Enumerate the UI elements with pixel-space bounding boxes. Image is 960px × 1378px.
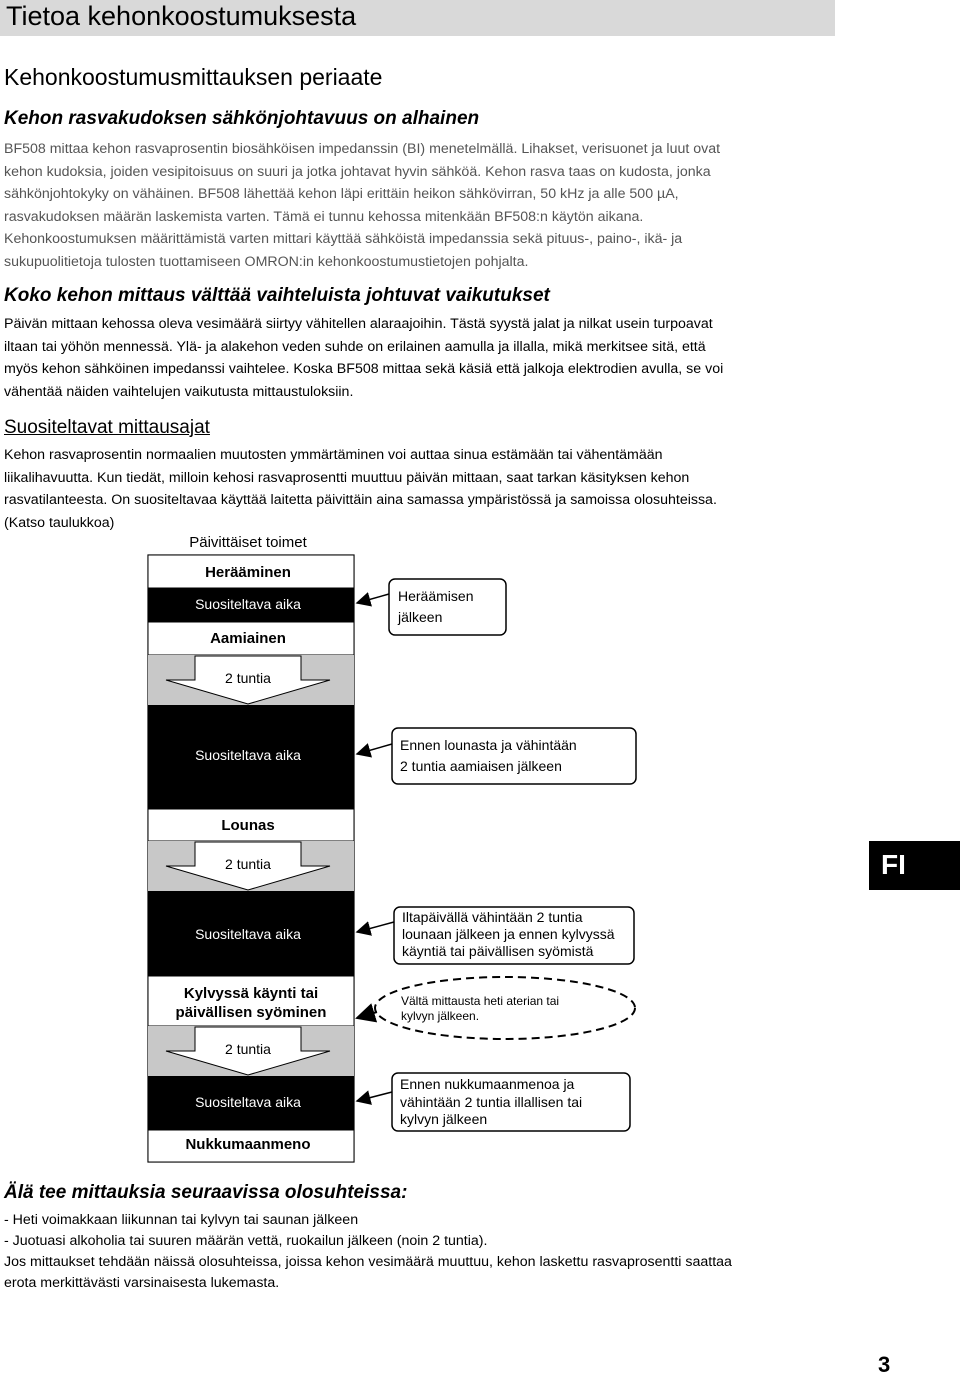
text-line: BF508 mittaa kehon rasvaprosentin biosähköisen impedanssin (BI) menetelmällä. Lihakset, verisuonet ja luut ovat [4, 141, 721, 157]
paragraph-recommended-times [4, 444, 836, 534]
recommended-label-2: Suositeltava aika [195, 747, 301, 763]
interval-label-1: 2 tuntia [225, 670, 271, 686]
interval-label-2: 2 tuntia [225, 856, 271, 872]
page-number: 3 [878, 1352, 891, 1377]
subheading-fat-conductivity: Kehon rasvakudoksen sähkönjohtavuus on alhainen [4, 108, 480, 129]
text-line: Päivän mittaan kehossa oleva vesimäärä siirtyy vähitellen alaraajoihin. Tästä syystä jalat ja nilkat usein turpoavat [4, 316, 713, 332]
text-line: iltaan tai yöhön mennessä. Ylä- ja alakehon veden suhde on erilainen aamulla ja illalla, mikä merkitsee sitä, että [4, 338, 706, 355]
list-item: - Juotuasi alkoholia tai suuren määrän vettä, ruokailun jälkeen (noin 2 tuntia). [4, 1233, 488, 1249]
page-title-bar [0, 0, 835, 36]
recommended-label-3: Suositeltava aika [195, 926, 301, 942]
diagram-title: Päivittäiset toimet [189, 534, 307, 551]
callout-5-line2: vähintään 2 tuntia illallisen tai [400, 1094, 583, 1110]
text-line: myös kehon sähköinen impedanssi vaihtelee. Koska BF508 mittaa sekä käsiä että jalkoja elektrodien avulla, se voi [4, 361, 724, 377]
list-item: - Heti voimakkaan liikunnan tai kylvyn tai saunan jälkeen [4, 1212, 359, 1228]
callout-4-line2: kylvyn jälkeen. [401, 1009, 480, 1023]
breakfast-label: Aamiainen [210, 630, 286, 647]
arrow-connector [357, 594, 389, 603]
callout-3-line3: käyntiä tai päivällisen syömistä [402, 943, 594, 959]
arrow-connector [357, 922, 394, 932]
callout-2-line2: 2 tuntia aamiaisen jälkeen [400, 758, 562, 774]
arrow-connector [357, 1012, 377, 1018]
text-line: Kehon rasvaprosentin normaalien muutosten ymmärtäminen voi auttaa sinua estämään tai vähentämään [4, 447, 663, 463]
callout-2-line1: Ennen lounasta ja vähintään [400, 737, 577, 753]
section-heading-principle: Kehonkoostumusmittauksen periaate [4, 64, 383, 90]
language-tab-label: FI [881, 849, 906, 880]
wake-label: Herääminen [205, 564, 291, 581]
page-title: Tietoa kehonkoostumuksesta [6, 1, 357, 31]
callout-5-line3: kylvyn jälkeen [400, 1111, 488, 1127]
recommended-label-1: Suositeltava aika [195, 596, 301, 612]
text-line: sukupuolitietoja tulosten tuottamiseen OMRON:in kehonkoostumustietojen pohjalta. [4, 253, 529, 270]
arrow-connector [357, 744, 392, 754]
conditions-list [4, 1210, 836, 1294]
text-line: Jos mittaukset tehdään näissä olosuhteissa, joissa kehon vesimäärä muuttuu, kehon laskettu rasvaprosentti saattaa [4, 1254, 732, 1270]
bath-dinner-label-line2: päivällisen syöminen [175, 1004, 327, 1021]
heading-recommended-times: Suositeltavat mittausajat [4, 417, 210, 438]
callout-5-line1: Ennen nukkumaanmenoa ja [400, 1076, 575, 1092]
text-line: sähkönjohtokyky on vähäinen. BF508 lähettää kehon läpi erittäin heikon sähkövirran, 50 kHz ja alle 500 µA, [4, 186, 679, 202]
callout-1-line1: Heräämisen [398, 588, 474, 604]
text-line: kehon kudoksia, joiden vesipitoisuus on suuri ja jotka johtavat hyvin sähköä. Kehon rasva taas on kudosta, jonka [4, 163, 711, 180]
text-line: vähentää näiden vaihtelujen vaikutusta mittaustuloksiin. [4, 383, 354, 400]
callout-4-line1: Vältä mittausta heti aterian tai [401, 994, 560, 1008]
paragraph-whole-body [4, 313, 836, 403]
callout-1-line2: jälkeen [398, 609, 443, 625]
paragraph-principle [4, 138, 836, 273]
text-line: Kehonkoostumuksen määrittämistä varten mittari käyttää sähköistä impedanssia sekä pituus-, paino-, ikä- ja [4, 231, 683, 247]
text-line: rasvatilanteesta. On suositeltavaa käyttää laitetta päivittäin aina samassa ympäristössä ja samoissa olosuhteissa. [4, 492, 717, 508]
heading-whole-body: Koko kehon mittaus välttää vaihteluista johtuvat vaikutukset [4, 285, 550, 306]
interval-label-3: 2 tuntia [225, 1041, 271, 1057]
text-line: erota merkittävästi varsinaisesta lukemasta. [4, 1275, 280, 1291]
recommended-label-4: Suositeltava aika [195, 1094, 301, 1110]
arrow-connector [357, 1092, 392, 1101]
text-line: (Katso taulukkoa) [4, 514, 115, 531]
language-tab [869, 841, 960, 890]
callout-3-line2: lounaan jälkeen ja ennen kylvyssä [402, 926, 615, 942]
bath-dinner-label-line1: Kylvyssä käynti tai [183, 985, 319, 1002]
callout-avoid-ellipse [375, 977, 635, 1039]
text-line: rasvakudoksen määrän laskemista varten. Tämä ei tunnu kehossa mitenkään BF508:n käytön aikana. [4, 208, 644, 225]
callout-3-line1: Iltapäivällä vähintään 2 tuntia [402, 909, 583, 925]
lunch-label: Lounas [221, 817, 275, 834]
heading-do-not-measure: Älä tee mittauksia seuraavissa olosuhteissa: [4, 1182, 408, 1203]
text-line: liikalihavuutta. Kun tiedät, milloin kehosi rasvaprosentti muuttuu päivän mittaan, saat tarkan käsityksen kehon [4, 469, 690, 486]
bedtime-label: Nukkumaanmeno [185, 1136, 311, 1153]
